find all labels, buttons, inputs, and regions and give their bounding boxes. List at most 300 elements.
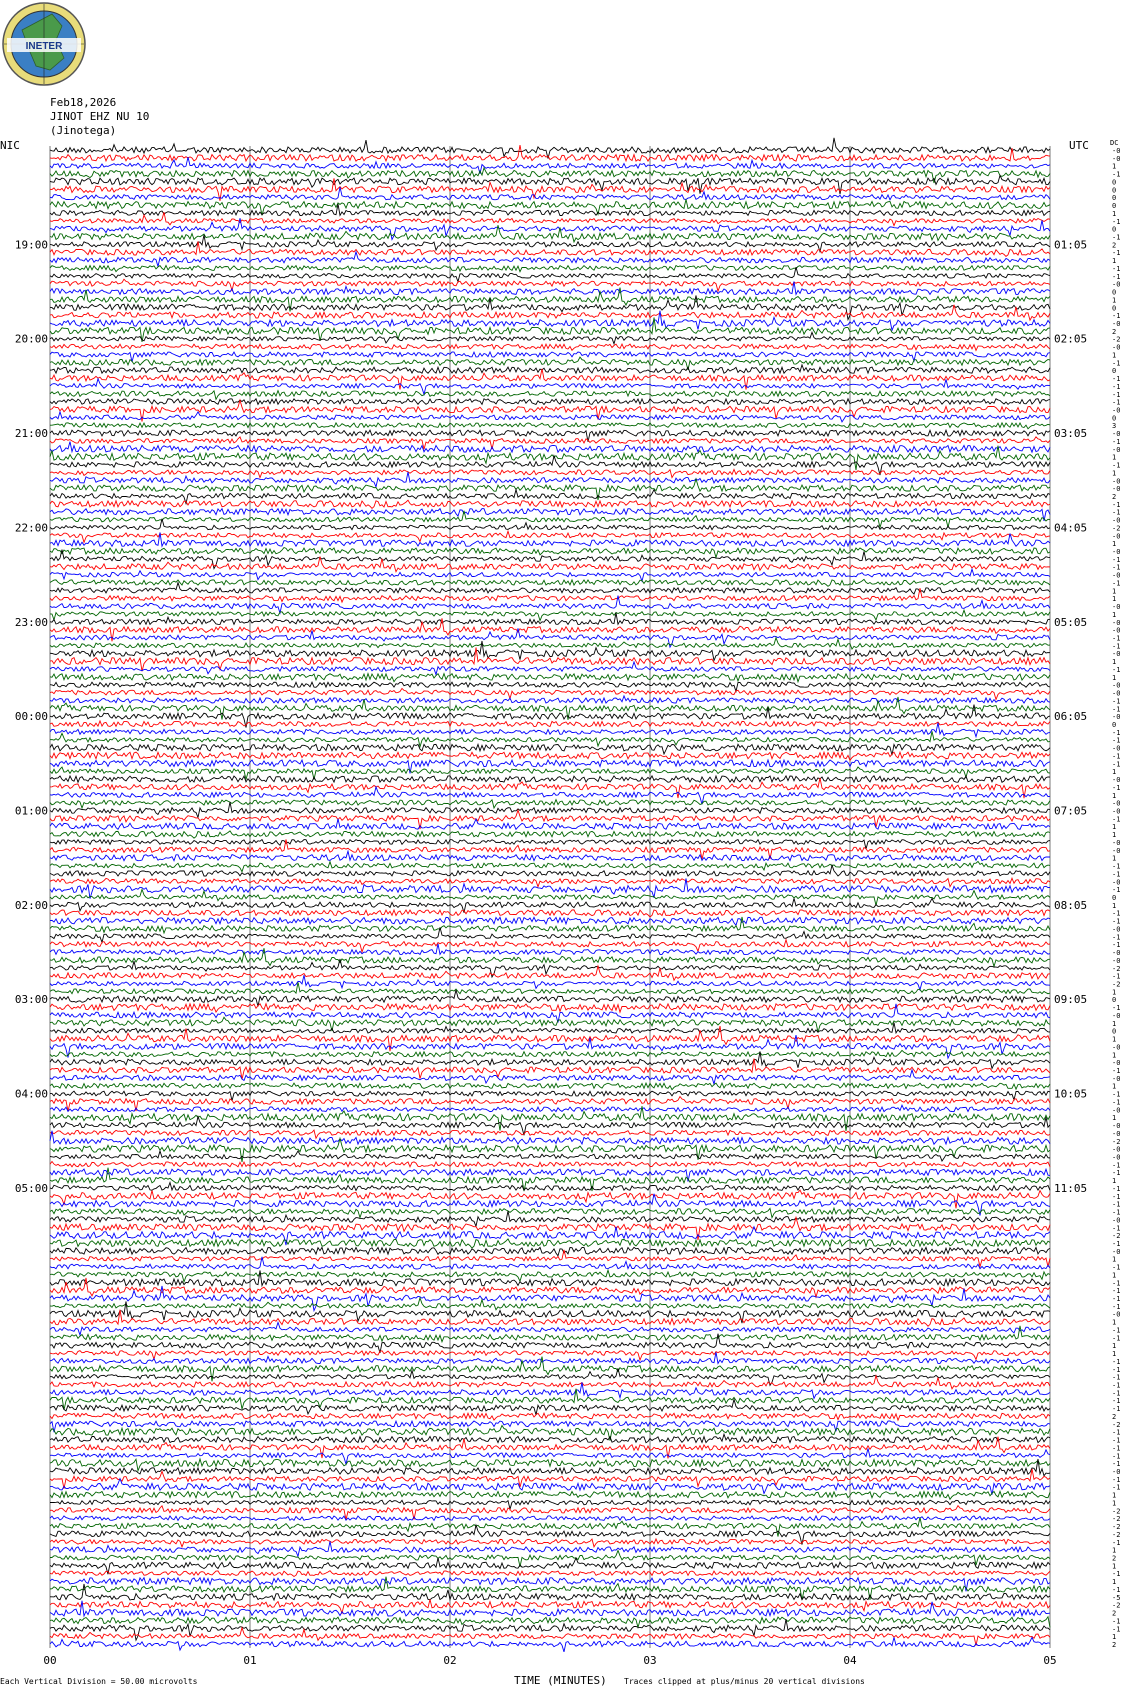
seismic-trace bbox=[50, 1491, 1050, 1499]
dc-offset-label: -0 bbox=[1112, 681, 1121, 690]
dc-offset-label: -0 bbox=[1112, 1129, 1121, 1138]
seismic-trace bbox=[50, 1637, 1050, 1652]
seismic-trace bbox=[50, 674, 1050, 682]
dc-offset-label: 1 bbox=[1112, 1271, 1117, 1280]
seismic-trace bbox=[50, 531, 1050, 542]
dc-offset-label: 0 bbox=[1112, 186, 1117, 195]
seismic-trace bbox=[50, 1399, 1050, 1415]
left-hour-label: 00:00 bbox=[14, 710, 48, 724]
dc-offset-label: 0 bbox=[1112, 996, 1117, 1005]
dc-offset-label: -1 bbox=[1112, 1460, 1121, 1469]
left-hour-label: 20:00 bbox=[14, 332, 48, 346]
seismic-trace bbox=[50, 1270, 1050, 1282]
dc-offset-label: 2 bbox=[1112, 1554, 1117, 1563]
seismic-trace bbox=[50, 1351, 1050, 1360]
seismic-trace bbox=[50, 927, 1050, 942]
dc-offset-label: -1 bbox=[1112, 1405, 1121, 1414]
seismic-trace bbox=[50, 638, 1050, 649]
dc-offset-label: 1 bbox=[1112, 209, 1117, 218]
right-hour-label: 03:05 bbox=[1054, 427, 1088, 441]
seismic-trace bbox=[50, 1023, 1050, 1033]
dc-offset-label: 0 bbox=[1112, 894, 1117, 902]
dc-offset-label: -1 bbox=[1112, 1373, 1121, 1382]
dc-offset-label: 1 bbox=[1112, 595, 1117, 604]
seismic-trace bbox=[50, 1539, 1050, 1547]
dc-offset-label: -1 bbox=[1112, 1090, 1121, 1099]
dc-offset-label: 1 bbox=[1112, 469, 1117, 478]
seismic-trace bbox=[50, 1578, 1050, 1592]
dc-offset-label: 0 bbox=[1112, 288, 1117, 297]
dc-offset-label: 1 bbox=[1112, 1578, 1117, 1587]
dc-offset-label: -0 bbox=[1112, 689, 1121, 698]
right-hour-label: 01:05 bbox=[1054, 238, 1088, 252]
seismic-trace bbox=[50, 430, 1050, 442]
timezone-left-label: NIC bbox=[0, 139, 20, 152]
seismic-trace bbox=[50, 532, 1050, 546]
dc-offset-label: 1 bbox=[1112, 1051, 1117, 1060]
dc-offset-label: -1 bbox=[1112, 437, 1121, 446]
dc-offset-label: -1 bbox=[1112, 1302, 1121, 1311]
seismic-trace bbox=[50, 610, 1050, 621]
dc-offset-label: -0 bbox=[1112, 713, 1121, 722]
dc-offset-label: -1 bbox=[1112, 909, 1121, 918]
dc-offset-label: -1 bbox=[1112, 1397, 1121, 1406]
dc-offset-label: 1 bbox=[1112, 610, 1117, 619]
dc-offset-label: -1 bbox=[1112, 736, 1121, 745]
dc-offset-label: 2 bbox=[1112, 327, 1117, 336]
dc-offset-label: -1 bbox=[1112, 760, 1121, 769]
dc-offset-label: -0 bbox=[1112, 949, 1121, 958]
footer-clip-note: Traces clipped at plus/minus 20 vertical divisions bbox=[624, 1677, 865, 1686]
location-label: (Jinotega) bbox=[50, 124, 117, 137]
dc-offset-label: -2 bbox=[1112, 1515, 1121, 1524]
dc-offset-label: -1 bbox=[1112, 579, 1121, 588]
dc-offset-label: 3 bbox=[1112, 422, 1117, 431]
dc-offset-label: -0 bbox=[1112, 154, 1121, 163]
seismic-trace bbox=[50, 1599, 1050, 1613]
dc-offset-label: 1 bbox=[1112, 854, 1117, 863]
dc-offset-label: 1 bbox=[1112, 257, 1117, 266]
footer-scale: Each Vertical Division = 50.00 microvolts bbox=[0, 1677, 198, 1686]
dc-offset-label: 0 bbox=[1112, 367, 1117, 376]
dc-offset-label: 1 bbox=[1112, 1019, 1117, 1028]
x-tick-label: 05 bbox=[1043, 1654, 1057, 1667]
dc-offset-label: -1 bbox=[1112, 917, 1121, 926]
seismic-trace bbox=[50, 168, 1050, 183]
dc-offset-label: -1 bbox=[1112, 1625, 1121, 1634]
seismic-trace bbox=[50, 831, 1050, 838]
dc-offset-label: -1 bbox=[1112, 728, 1121, 737]
right-hour-label: 10:05 bbox=[1054, 1087, 1088, 1101]
dc-offset-label: -5 bbox=[1112, 1593, 1121, 1602]
seismic-trace bbox=[50, 917, 1050, 925]
right-hour-label: 02:05 bbox=[1054, 332, 1088, 346]
seismic-trace bbox=[50, 1151, 1050, 1161]
dc-offset-label: -1 bbox=[1112, 886, 1121, 895]
seismic-trace bbox=[50, 628, 1050, 647]
seismic-trace bbox=[50, 618, 1050, 641]
dc-offset-label: 2 bbox=[1112, 1609, 1117, 1618]
x-axis-title: TIME (MINUTES) bbox=[514, 1674, 607, 1687]
right-hour-label: 11:05 bbox=[1054, 1181, 1088, 1195]
dc-offset-label: 1 bbox=[1112, 162, 1117, 171]
dc-offset-label: -0 bbox=[1112, 650, 1121, 659]
seismic-trace bbox=[50, 596, 1050, 613]
seismic-trace bbox=[50, 1208, 1050, 1218]
dc-offset-label: -0 bbox=[1112, 776, 1121, 785]
seismic-trace bbox=[50, 235, 1050, 252]
seismic-trace bbox=[50, 252, 1050, 267]
seismic-trace bbox=[50, 767, 1050, 780]
dc-offset-label: -1 bbox=[1112, 359, 1121, 368]
dc-offset-label: -1 bbox=[1112, 815, 1121, 824]
dc-offset-label: 1 bbox=[1112, 823, 1117, 832]
dc-offset-label: -1 bbox=[1112, 375, 1121, 384]
dc-offset-label: 2 bbox=[1112, 241, 1117, 250]
dc-offset-label: -0 bbox=[1112, 516, 1121, 525]
dc-offset-label: -0 bbox=[1112, 626, 1121, 635]
seismic-trace bbox=[50, 1577, 1050, 1600]
seismic-trace bbox=[50, 1551, 1050, 1567]
dc-offset-label: 1 bbox=[1112, 901, 1117, 910]
dc-offset-label: -0 bbox=[1112, 430, 1121, 439]
dc-offset-label: -0 bbox=[1112, 1043, 1121, 1052]
dc-offset-label: 1 bbox=[1112, 791, 1117, 800]
dc-offset-label: -2 bbox=[1112, 1601, 1121, 1610]
seismic-trace bbox=[50, 1413, 1050, 1420]
dc-offset-label: -1 bbox=[1112, 1585, 1121, 1594]
dc-offset-label: -1 bbox=[1112, 1224, 1121, 1233]
seismic-trace bbox=[50, 1105, 1050, 1111]
dc-offset-label: -1 bbox=[1112, 862, 1121, 871]
dc-offset-label: 2 bbox=[1112, 1412, 1117, 1421]
dc-offset-label: -1 bbox=[1112, 563, 1121, 572]
dc-offset-label: -1 bbox=[1112, 382, 1121, 391]
seismic-trace bbox=[50, 1326, 1050, 1342]
seismic-trace bbox=[50, 1017, 1050, 1032]
dc-offset-label: -0 bbox=[1112, 1216, 1121, 1225]
seismic-trace bbox=[50, 569, 1050, 581]
dc-offset-label: -0 bbox=[1112, 618, 1121, 627]
dc-offset-label: 1 bbox=[1112, 831, 1117, 840]
seismic-trace bbox=[50, 1376, 1050, 1389]
seismic-trace bbox=[50, 557, 1050, 572]
dc-offset-label: -0 bbox=[1112, 1106, 1121, 1115]
dc-offset-label: -1 bbox=[1112, 870, 1121, 879]
seismic-trace bbox=[50, 241, 1050, 256]
right-hour-label: 08:05 bbox=[1054, 898, 1088, 912]
dc-offset-label: 0 bbox=[1112, 202, 1117, 211]
seismic-trace bbox=[50, 1270, 1050, 1285]
seismic-trace bbox=[50, 851, 1050, 861]
dc-offset-label: 0 bbox=[1112, 721, 1117, 730]
dc-offset-label: 1 bbox=[1112, 351, 1117, 360]
dc-offset-label: -1 bbox=[1112, 390, 1121, 399]
dc-offset-label: -1 bbox=[1112, 642, 1121, 651]
x-tick-label: 04 bbox=[843, 1654, 857, 1667]
timezone-right-label: UTC bbox=[1069, 139, 1089, 152]
dc-offset-label: -1 bbox=[1112, 752, 1121, 761]
dc-offset-label: -1 bbox=[1112, 217, 1121, 226]
dc-offset-label: -1 bbox=[1112, 1239, 1121, 1248]
x-tick-label: 03 bbox=[643, 1654, 657, 1667]
seismic-trace bbox=[50, 1352, 1050, 1363]
dc-offset-label: -0 bbox=[1112, 1153, 1121, 1162]
left-hour-label: 21:00 bbox=[14, 427, 48, 441]
dc-offset-label: 1 bbox=[1112, 1546, 1117, 1555]
dc-offset-label: 1 bbox=[1112, 453, 1117, 462]
seismic-trace bbox=[50, 1310, 1050, 1327]
dc-offset-label: -1 bbox=[1112, 1098, 1121, 1107]
seismic-trace bbox=[50, 878, 1050, 887]
dc-offset-label: -1 bbox=[1112, 1428, 1121, 1437]
seismic-trace bbox=[50, 898, 1050, 912]
seismic-trace bbox=[50, 1459, 1050, 1471]
seismic-trace bbox=[50, 1469, 1050, 1489]
dc-offset-label: -2 bbox=[1112, 980, 1121, 989]
seismic-trace bbox=[50, 909, 1050, 917]
seismic-trace bbox=[50, 344, 1050, 350]
dc-offset-label: -1 bbox=[1112, 1200, 1121, 1209]
dc-offset-label: -1 bbox=[1112, 1208, 1121, 1217]
dc-offset-label: -2 bbox=[1112, 1232, 1121, 1241]
dc-offset-label: -1 bbox=[1112, 1617, 1121, 1626]
dc-offset-label: 1 bbox=[1112, 1562, 1117, 1571]
dc-offset-label: -0 bbox=[1112, 280, 1121, 289]
left-hour-label: 19:00 bbox=[14, 238, 48, 252]
dc-offset-label: 0 bbox=[1112, 225, 1117, 234]
dc-offset-label: -1 bbox=[1112, 705, 1121, 714]
dc-offset-label: 1 bbox=[1112, 1177, 1117, 1186]
dc-offset-label: -1 bbox=[1112, 1452, 1121, 1461]
dc-offset-label: -1 bbox=[1112, 972, 1121, 981]
seismic-trace bbox=[50, 721, 1050, 727]
seismic-trace bbox=[50, 423, 1050, 429]
dc-offset-label: -1 bbox=[1112, 555, 1121, 564]
left-hour-label: 04:00 bbox=[14, 1087, 48, 1101]
dc-offset-label: -1 bbox=[1112, 264, 1121, 273]
dc-offset-label: -1 bbox=[1112, 1365, 1121, 1374]
dc-offset-label: -0 bbox=[1112, 1247, 1121, 1256]
dc-label: DC bbox=[1110, 139, 1119, 147]
dc-offset-label: -0 bbox=[1112, 744, 1121, 753]
seismic-trace bbox=[50, 723, 1050, 737]
dc-offset-label: -0 bbox=[1112, 846, 1121, 855]
dc-offset-label: -1 bbox=[1112, 1381, 1121, 1390]
seismic-trace bbox=[50, 1322, 1050, 1335]
dc-offset-label: -2 bbox=[1112, 1523, 1121, 1532]
dc-offset-label: -1 bbox=[1112, 272, 1121, 281]
date-label: Feb18,2026 bbox=[50, 96, 117, 109]
logo-text: INETER bbox=[25, 41, 63, 52]
left-hour-label: 23:00 bbox=[14, 615, 48, 629]
dc-offset-label: -1 bbox=[1112, 783, 1121, 792]
seismic-trace bbox=[50, 948, 1050, 966]
dc-offset-label: -1 bbox=[1112, 1570, 1121, 1579]
seismic-trace bbox=[50, 365, 1050, 373]
dc-offset-label: -2 bbox=[1112, 1507, 1121, 1516]
dc-offset-label: -2 bbox=[1112, 335, 1121, 344]
seismic-trace bbox=[50, 1083, 1050, 1090]
seismic-trace bbox=[50, 1169, 1050, 1181]
seismic-trace bbox=[50, 548, 1050, 558]
dc-offset-label: -2 bbox=[1112, 1420, 1121, 1429]
seismic-trace bbox=[50, 1506, 1050, 1520]
dc-offset-label: -0 bbox=[1112, 1145, 1121, 1154]
dc-offset-label: 1 bbox=[1112, 1499, 1117, 1508]
seismic-trace bbox=[50, 279, 1050, 291]
dc-offset-label: 0 bbox=[1112, 178, 1117, 187]
seismic-trace bbox=[50, 688, 1050, 699]
dc-offset-label: -0 bbox=[1112, 532, 1121, 541]
dc-offset-label: 1 bbox=[1112, 587, 1117, 596]
dc-offset-label: -1 bbox=[1112, 1263, 1121, 1272]
dc-offset-label: -1 bbox=[1112, 500, 1121, 509]
dc-offset-label: -1 bbox=[1112, 1436, 1121, 1445]
left-hour-label: 03:00 bbox=[14, 993, 48, 1007]
dc-offset-label: -0 bbox=[1112, 878, 1121, 887]
seismic-trace bbox=[50, 696, 1050, 703]
left-hour-label: 22:00 bbox=[14, 521, 48, 535]
dc-offset-label: -0 bbox=[1112, 807, 1121, 816]
dc-offset-label: -1 bbox=[1112, 1444, 1121, 1453]
dc-offset-label: 1 bbox=[1112, 1491, 1117, 1500]
dc-offset-label: -0 bbox=[1112, 1310, 1121, 1319]
seismic-trace bbox=[50, 519, 1050, 530]
dc-offset-label: -2 bbox=[1112, 524, 1121, 533]
dc-offset-label: -1 bbox=[1112, 1066, 1121, 1075]
dc-offset-label: -1 bbox=[1112, 461, 1121, 470]
dc-offset-label: 1 bbox=[1112, 296, 1117, 305]
dc-offset-label: 0 bbox=[1112, 1027, 1117, 1036]
dc-offset-label: 1 bbox=[1112, 1350, 1117, 1359]
seismic-trace bbox=[50, 511, 1050, 528]
dc-offset-label: -1 bbox=[1112, 697, 1121, 706]
seismic-trace bbox=[50, 145, 1050, 161]
seismic-trace bbox=[50, 840, 1050, 849]
seismic-trace bbox=[50, 1250, 1050, 1267]
seismic-trace bbox=[50, 266, 1050, 272]
seismic-trace bbox=[50, 1617, 1050, 1628]
dc-offset-label: -1 bbox=[1112, 1295, 1121, 1304]
dc-offset-label: -0 bbox=[1112, 838, 1121, 847]
seismic-trace bbox=[50, 500, 1050, 508]
left-hour-label: 01:00 bbox=[14, 804, 48, 818]
dc-offset-label: -0 bbox=[1112, 319, 1121, 328]
dc-offset-label: -1 bbox=[1112, 1326, 1121, 1335]
dc-offset-label: 1 bbox=[1112, 1342, 1117, 1351]
seismic-trace bbox=[50, 917, 1050, 933]
dc-offset-label: -0 bbox=[1112, 1074, 1121, 1083]
dc-offset-label: -1 bbox=[1112, 508, 1121, 517]
station-label: JINOT EHZ NU 10 bbox=[50, 110, 150, 123]
dc-offset-label: -0 bbox=[1112, 925, 1121, 934]
seismic-trace bbox=[50, 187, 1050, 200]
dc-offset-label: -0 bbox=[1112, 445, 1121, 454]
x-tick-label: 00 bbox=[43, 1654, 57, 1667]
dc-offset-label: -1 bbox=[1112, 233, 1121, 242]
dc-offset-label: -1 bbox=[1112, 1483, 1121, 1492]
left-hour-label: 05:00 bbox=[14, 1181, 48, 1195]
seismic-trace bbox=[50, 1183, 1050, 1191]
dc-offset-label: -0 bbox=[1112, 1122, 1121, 1131]
dc-offset-label: 1 bbox=[1112, 540, 1117, 549]
dc-offset-label: -0 bbox=[1112, 571, 1121, 580]
seismic-trace bbox=[50, 199, 1050, 215]
dc-offset-label: -0 bbox=[1112, 343, 1121, 352]
right-hour-label: 09:05 bbox=[1054, 993, 1088, 1007]
dc-offset-label: -0 bbox=[1112, 799, 1121, 808]
seismic-trace bbox=[50, 1479, 1050, 1495]
x-tick-label: 01 bbox=[243, 1654, 257, 1667]
right-hour-label: 07:05 bbox=[1054, 804, 1088, 818]
seismic-trace bbox=[50, 776, 1050, 783]
seismic-trace bbox=[50, 1601, 1050, 1616]
seismic-trace bbox=[50, 472, 1050, 487]
dc-offset-label: 1 bbox=[1112, 768, 1117, 777]
seismic-trace bbox=[50, 1004, 1050, 1013]
dc-offset-label: 1 bbox=[1112, 988, 1117, 997]
dc-offset-label: -0 bbox=[1112, 1011, 1121, 1020]
seismic-trace bbox=[50, 861, 1050, 871]
dc-offset-label: -1 bbox=[1112, 933, 1121, 942]
dc-offset-label: -2 bbox=[1112, 1137, 1121, 1146]
seismic-trace bbox=[50, 1239, 1050, 1248]
dc-offset-label: 0 bbox=[1112, 304, 1117, 313]
dc-offset-label: -0 bbox=[1112, 485, 1121, 494]
dc-offset-label: -1 bbox=[1112, 1169, 1121, 1178]
dc-offset-label: -0 bbox=[1112, 147, 1121, 155]
dc-offset-label: 0 bbox=[1112, 414, 1117, 423]
dc-offset-label: -1 bbox=[1112, 1475, 1121, 1484]
dc-offset-label: -0 bbox=[1112, 548, 1121, 557]
seismic-trace bbox=[50, 1382, 1050, 1398]
dc-offset-label: 1 bbox=[1112, 1035, 1117, 1044]
dc-offset-label: -1 bbox=[1112, 249, 1121, 258]
dc-offset-label: -2 bbox=[1112, 964, 1121, 973]
seismic-trace bbox=[50, 800, 1050, 808]
seismic-trace bbox=[50, 1247, 1050, 1255]
dc-offset-label: 2 bbox=[1112, 1641, 1117, 1649]
dc-offset-label: -1 bbox=[1112, 634, 1121, 643]
dc-offset-label: -1 bbox=[1112, 1389, 1121, 1398]
dc-offset-label: -0 bbox=[1112, 603, 1121, 612]
seismic-trace bbox=[50, 1138, 1050, 1162]
dc-offset-label: 0 bbox=[1112, 194, 1117, 203]
seismic-trace bbox=[50, 810, 1050, 829]
seismic-trace bbox=[50, 1516, 1050, 1521]
seismic-trace bbox=[50, 412, 1050, 422]
seismic-trace bbox=[50, 682, 1050, 691]
dc-offset-label: 1 bbox=[1112, 673, 1117, 682]
right-hour-label: 04:05 bbox=[1054, 521, 1088, 535]
dc-offset-label: -1 bbox=[1112, 1357, 1121, 1366]
seismic-trace bbox=[50, 1130, 1050, 1138]
dc-offset-label: 1 bbox=[1112, 1255, 1117, 1264]
x-tick-label: 02 bbox=[443, 1654, 457, 1667]
dc-offset-label: -1 bbox=[1112, 1538, 1121, 1547]
seismic-trace bbox=[50, 1518, 1050, 1537]
dc-offset-label: -1 bbox=[1112, 1192, 1121, 1201]
seismic-trace bbox=[50, 889, 1050, 905]
dc-offset-label: 2 bbox=[1112, 492, 1117, 501]
dc-offset-label: -0 bbox=[1112, 1059, 1121, 1068]
dc-offset-label: -1 bbox=[1112, 398, 1121, 407]
dc-offset-label: -1 bbox=[1112, 1161, 1121, 1170]
right-hour-label: 05:05 bbox=[1054, 615, 1088, 629]
seismic-trace bbox=[50, 1571, 1050, 1577]
seismic-trace bbox=[50, 1558, 1050, 1574]
